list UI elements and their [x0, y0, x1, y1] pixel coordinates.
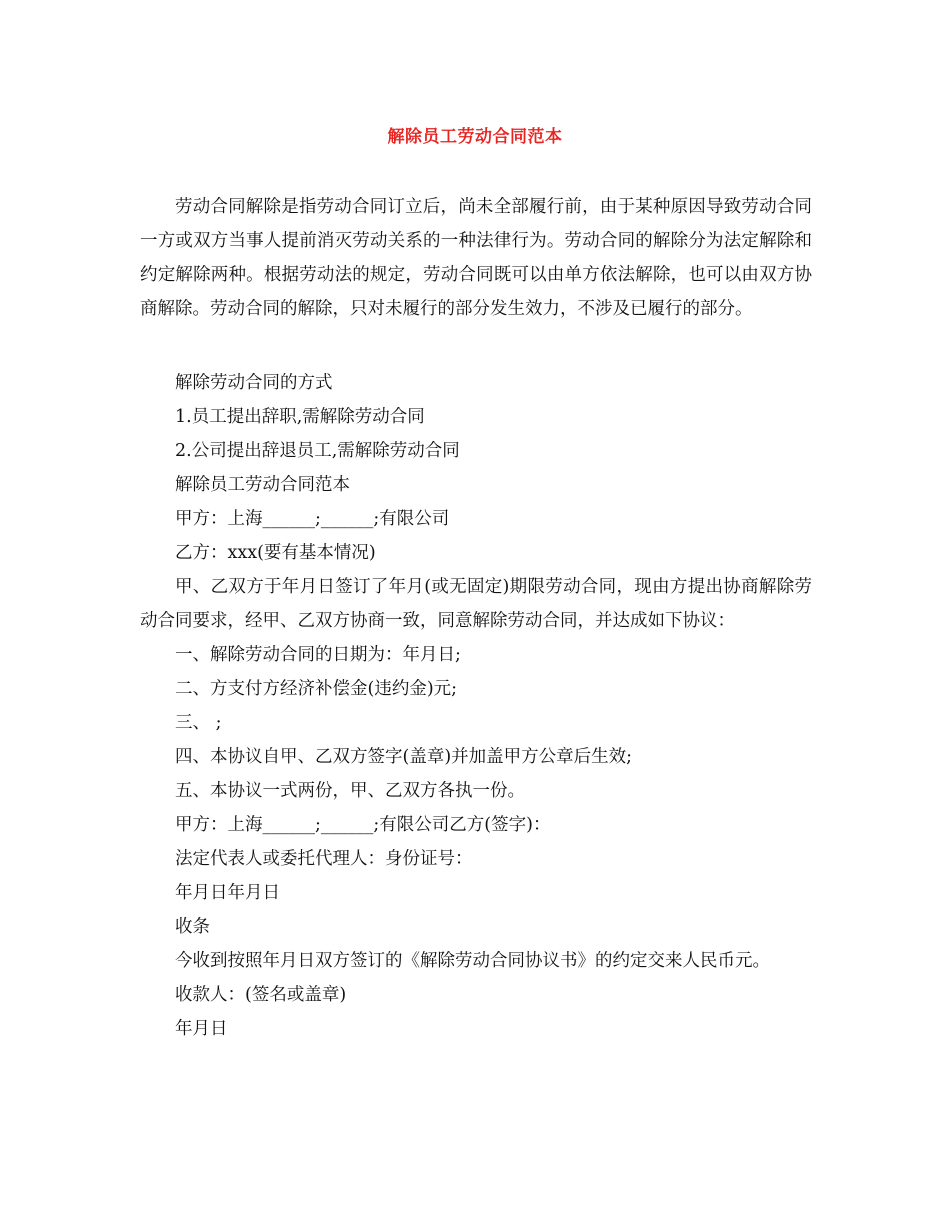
party-a-line: 甲方：上海______;______;有限公司: [175, 509, 450, 529]
clause-3: 三、 ;: [175, 713, 222, 733]
clause-4: 四、本协议自甲、乙双方签字(盖章)并加盖甲方公章后生效;: [175, 747, 633, 767]
agreement-paragraph: 甲、乙双方于年月日签订了年月(或无固定)期限劳动合同，现由方提出协商解除劳动合同要求，经甲、乙双方协商一致，同意解除劳动合同，并达成如下协议：: [140, 577, 812, 631]
dates-line: 年月日年月日: [175, 883, 280, 903]
methods-heading: 解除劳动合同的方式: [175, 373, 333, 393]
method-item-1: 1.员工提出辞职,需解除劳动合同: [175, 407, 425, 427]
party-b-line: 乙方：xxx(要有基本情况): [175, 543, 376, 563]
document-title: 解除员工劳动合同范本: [387, 127, 563, 147]
method-item-2: 2.公司提出辞退员工,需解除劳动合同: [175, 441, 460, 461]
clause-1: 一、解除劳动合同的日期为：年月日;: [175, 645, 461, 665]
receipt-text: 今收到按照年月日双方签订的《解除劳动合同协议书》的约定交来人民币元。: [175, 951, 770, 971]
clause-5: 五、本协议一式两份，甲、乙双方各执一份。: [175, 781, 525, 801]
clause-2: 二、方支付方经济补偿金(违约金)元;: [175, 679, 458, 699]
template-heading: 解除员工劳动合同范本: [175, 475, 350, 495]
representative-line: 法定代表人或委托代理人：身份证号：: [175, 849, 473, 869]
signature-line: 甲方：上海______;______;有限公司乙方(签字)：: [175, 815, 551, 835]
receipt-heading: 收条: [175, 917, 210, 937]
receipt-date: 年月日: [175, 1019, 228, 1039]
document-body: [140, 366, 812, 1046]
intro-paragraph: 劳动合同解除是指劳动合同订立后，尚未全部履行前，由于某种原因导致劳动合同一方或双方当事人提前消灭劳动关系的一种法律行为。劳动合同的解除分为法定解除和约定解除两种。根据劳动法的规定，劳动合同既可以由单方依法解除，也可以由双方协商解除。劳动合同的解除，只对未履行的部分发生效力，不涉及已履行的部分。: [140, 197, 812, 319]
payee-line: 收款人：(签名或盖章): [175, 985, 347, 1005]
